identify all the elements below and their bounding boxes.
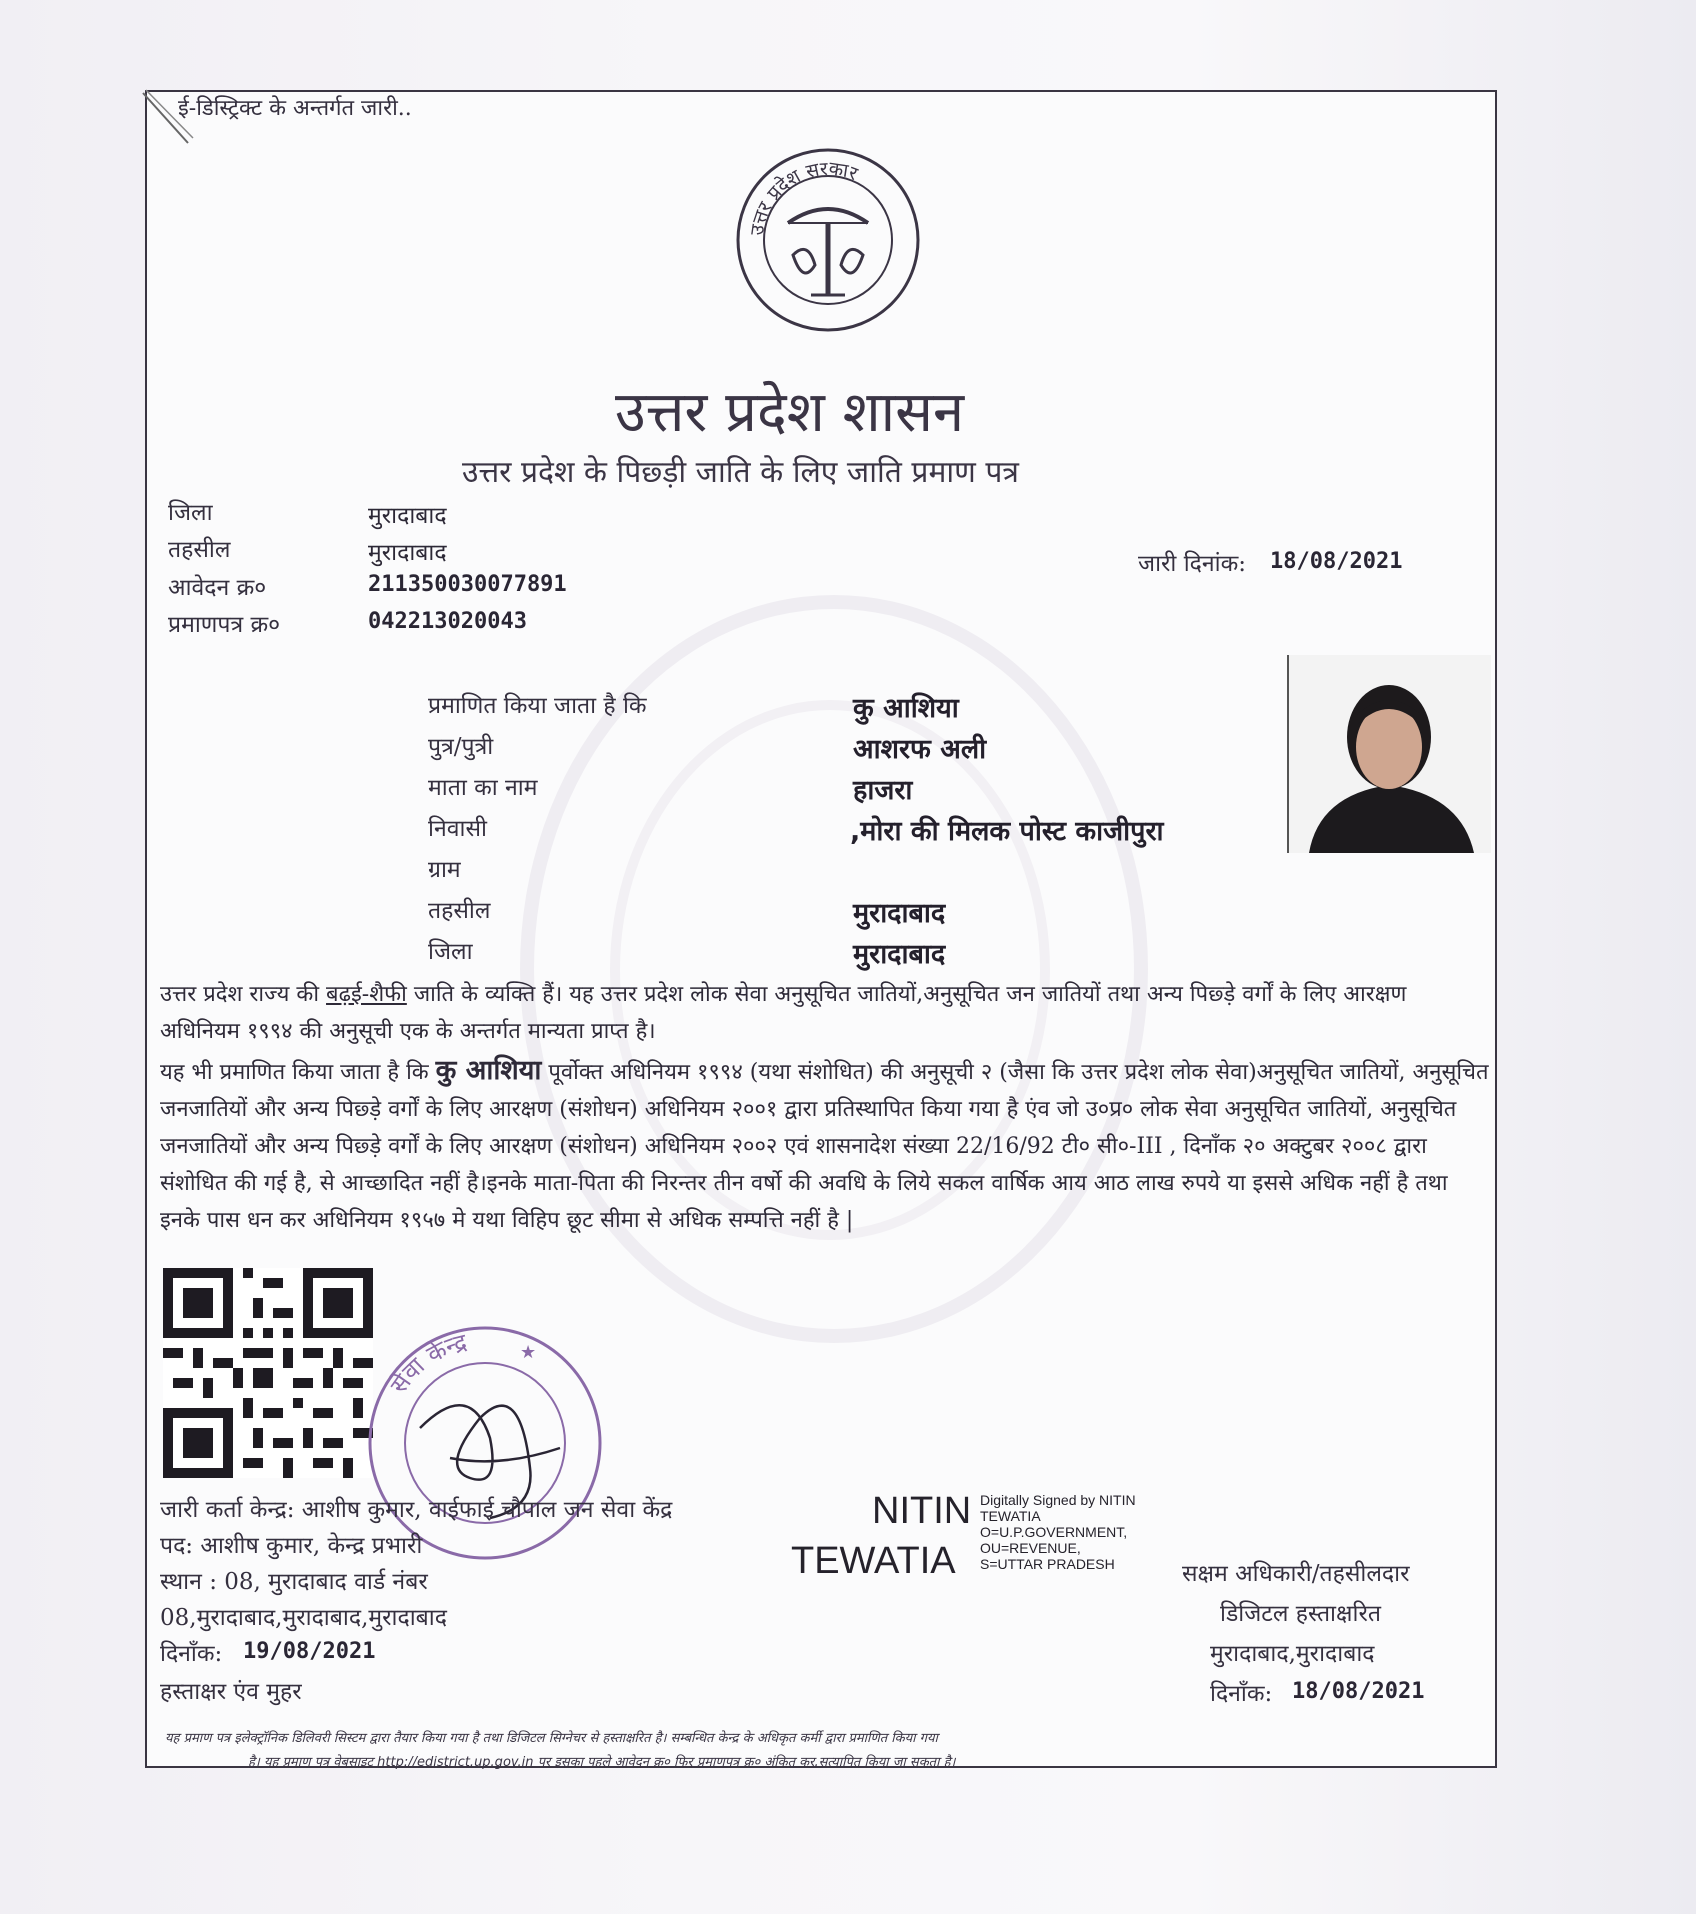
footer-line1: यह प्रमाण पत्र इलेक्ट्रॉनिक डिलिवरी सिस्टम द्वारा तैयार किया गया है तथा डिजिटल सिग्नेचर से हस्ताक्षरित है। सम्बन्धित केन्द्र के अधिकृत कर्मी द्वारा प्रमाणित किया गया xyxy=(165,1731,938,1746)
digital-signature-line3: O=U.P.GOVERNMENT, xyxy=(980,1524,1128,1540)
person-district-label: जिला xyxy=(428,939,473,965)
certification-paragraph xyxy=(160,1052,1490,1239)
applicant-name: कु आशिया xyxy=(853,693,959,724)
certification-paragraph-prefix: यह भी प्रमाणित किया जाता है कि xyxy=(160,1060,436,1085)
officer-date-value: 18/08/2021 xyxy=(1292,1679,1425,1704)
tehsil-label: तहसील xyxy=(168,537,231,563)
seal-arc-text: सेवा केन्द्र xyxy=(384,1327,470,1399)
svg-text:उत्तर प्रदेश सरकार xyxy=(746,157,862,236)
emblem-arc-text: उत्तर प्रदेश सरकार xyxy=(746,157,861,237)
issue-date-label: जारी दिनांक: xyxy=(1138,551,1247,577)
parent-label: पुत्र/पुत्री xyxy=(428,734,494,760)
application-number-value: 211350030077891 xyxy=(368,572,567,597)
caste-paragraph-prefix: उत्तर प्रदेश राज्य की xyxy=(160,982,327,1007)
mother-name: हाजरा xyxy=(853,775,913,806)
sign-and-stamp-label: हस्ताक्षर एंव मुहर xyxy=(160,1679,302,1705)
person-tehsil-label: तहसील xyxy=(428,898,491,924)
resident-value: ,मोरा की मिलक पोस्ट काजीपुरा xyxy=(850,816,1164,847)
mother-label: माता का नाम xyxy=(428,775,538,801)
certified-label: प्रमाणित किया जाता है कि xyxy=(428,693,647,719)
qr-code xyxy=(163,1268,373,1478)
district-label: जिला xyxy=(168,500,213,526)
tehsil-value: मुरादाबाद xyxy=(368,540,447,566)
issuer-place-line1: स्थान : 08, मुरादाबाद वार्ड नंबर xyxy=(160,1569,428,1595)
digital-signature-details xyxy=(980,1492,1136,1572)
document-title: उत्तर प्रदेश शासन xyxy=(615,380,965,445)
resident-label: निवासी xyxy=(428,816,487,842)
officer-date-label: दिनाँक: xyxy=(1210,1681,1273,1707)
digital-signer-name-line2: TEWATIA xyxy=(791,1540,956,1582)
caste-paragraph-suffix: जाति के व्यक्ति हैं। यह उत्तर प्रदेश लोक सेवा अनुसूचित जातियों,अनुसूचित जन जातियों तथा अन्य पिछ्ड़े वर्गों के लिए आरक्षण अधिनियम १९९४ की अनुसूची एक के अन्तर्गत मान्यता प्राप्त है। xyxy=(160,982,1407,1044)
digital-signature-line2: TEWATIA xyxy=(980,1508,1041,1524)
village-label: ग्राम xyxy=(428,857,461,883)
caste-paragraph xyxy=(160,976,1490,1050)
issuer-place-line2: 08,मुरादाबाद,मुरादाबाद,मुरादाबाद xyxy=(160,1605,447,1631)
issued-under-note: ई-डिस्ट्रिक्ट के अन्तर्गत जारी.. xyxy=(178,96,412,121)
digital-signature-line5: S=UTTAR PRADESH xyxy=(980,1556,1115,1572)
digital-signature-line1: Digitally Signed by NITIN xyxy=(980,1492,1136,1508)
parent-name: आशरफ अली xyxy=(853,734,987,765)
issuer-centre: जारी कर्ता केन्द्र: आशीष कुमार, वाईफाई चौपाल जन सेवा केंद्र xyxy=(160,1497,673,1523)
certification-name: कु आशिया xyxy=(435,1055,542,1086)
issue-date-value: 18/08/2021 xyxy=(1270,549,1403,574)
footer-line2: है। यह प्रमाण पत्र वेबसाइट http://edistrict.up.gov.in पर इसका पहले आवेदन क्र० फिर प्रमाणपत्र क्र० अंकित कर,सत्यापित किया जा सकता है। xyxy=(248,1755,956,1770)
certificate-number-value: 042213020043 xyxy=(368,609,527,634)
issuer-date-label: दिनाँक: xyxy=(160,1641,223,1667)
officer-title: सक्षम अधिकारी/तहसीलदार xyxy=(1182,1561,1410,1587)
digital-signature-line4: OU=REVENUE, xyxy=(980,1540,1081,1556)
caste-name: बढ़ई-शैफी xyxy=(326,982,407,1007)
svg-text:★: ★ xyxy=(520,1342,537,1363)
person-district-value: मुरादाबाद xyxy=(853,939,946,970)
officer-place: मुरादाबाद,मुरादाबाद xyxy=(1210,1641,1375,1667)
person-tehsil-value: मुरादाबाद xyxy=(853,898,946,929)
certificate-number-label: प्रमाणपत्र क्र० xyxy=(168,612,281,638)
document-subtitle: उत्तर प्रदेश के पिछ्ड़ी जाति के लिए जाति प्रमाण पत्र xyxy=(462,455,1019,490)
officer-digitally-signed: डिजिटल हस्ताक्षरित xyxy=(1220,1601,1381,1627)
issuer-date-value: 19/08/2021 xyxy=(243,1639,376,1664)
district-value: मुरादाबाद xyxy=(368,503,447,529)
applicant-photo xyxy=(1287,655,1491,853)
issuer-post: पद: आशीष कुमार, केन्द्र प्रभारी xyxy=(160,1533,423,1559)
certification-paragraph-suffix: पूर्वोक्त अधिनियम १९९४ (यथा संशोधित) की अनुसूची २ (जैसा कि उत्तर प्रदेश लोक सेवा)अनुसूचित जातियों, अनुसूचित जनजातियों और अन्य पिछ्ड़े वर्गों के लिए आरक्षण (संशोधन) अधिनियम २००१ द्वारा प्रतिस्थापित किया गया है एंव जो उ०प्र० लोक सेवा अनुसूचित जातियों, अनुसूचित जनजातियों और अन्य पिछ्ड़े वर्गों के लिए आरक्षण (संशोधन) अधिनियम २००२ एवं शासनादेश संख्या 22/16/92 टी० सी०-III , दिनाँक २० अक्टुबर २००८ द्वारा संशोधित की गई है, से आच्छादित नहीं है।इनके माता-पिता की निरन्तर तीन वर्षो की अवधि के लिये सकल वार्षिक आय आठ लाख रुपये या इससे अधिक नहीं है तथा इनके पास धन कर अधिनियम १९५७ मे यथा विहिप छूट सीमा से अधिक सम्पत्ति नहीं है | xyxy=(160,1060,1489,1233)
digital-signer-name-line1: NITIN xyxy=(872,1490,972,1532)
up-government-emblem xyxy=(733,145,923,335)
application-number-label: आवेदन क्र० xyxy=(168,575,267,601)
